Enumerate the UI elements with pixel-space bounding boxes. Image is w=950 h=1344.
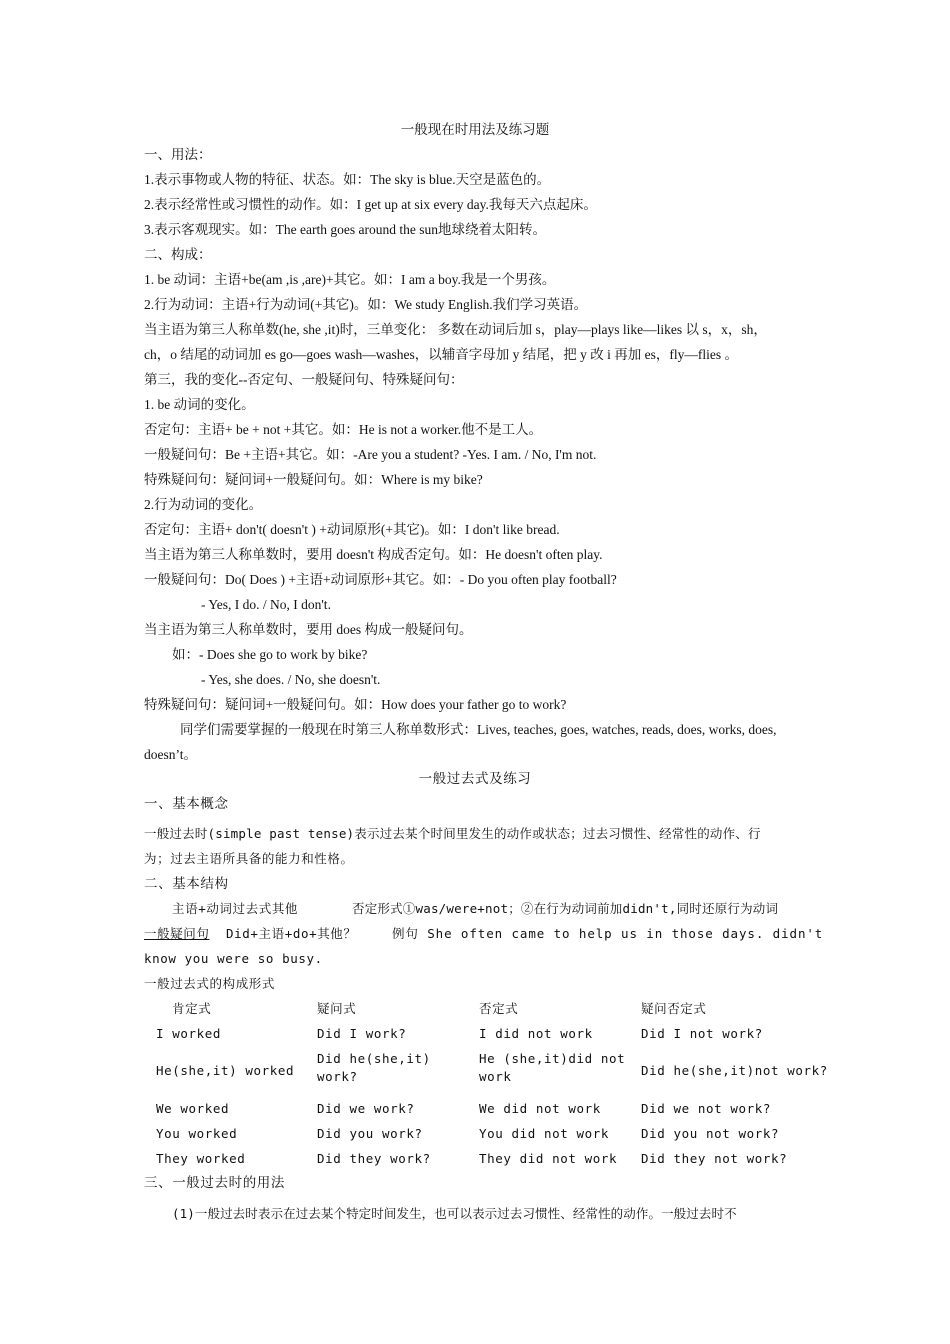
text-line: 2.行为动词的变化。 xyxy=(144,497,263,512)
text-line: 1.表示事物或人物的特征、状态。如：The sky is blue.天空是蓝色的。 xyxy=(144,172,551,187)
heading-forms: 一般过去式的构成形式 xyxy=(144,976,276,991)
text-line: ch，o 结尾的动词加 es go—goes wash—washes，以辅音字母加 y 结尾，把 y 改 i 再加 es，fly—flies 。 xyxy=(144,347,738,362)
text-line: 一般疑问句：Do( Does ) +主语+动词原形+其它。如：- Do you often play football? xyxy=(144,572,617,587)
text-line: - Yes, I do. / No, I don't. xyxy=(201,597,331,612)
text-line: know you were so busy. xyxy=(144,951,323,966)
text-line: - Yes, she does. / No, she doesn't. xyxy=(201,672,381,687)
text-line: 一般过去时(simple past tense)表示过去某个时间里发生的动作或状态；过去习惯性、经常性的动作、行 xyxy=(144,826,761,841)
text-line: 否定形式①was/were+not；②在行为动词前加didn't,同时还原行为动词 xyxy=(352,901,779,916)
text-line: 一般疑问句：Be +主语+其它。如：-Are you a student? -Yes. I am. / No, I'm not. xyxy=(144,447,597,462)
text-line: 3.表示客观现实。如：The earth goes around the sun地球绕着太阳转。 xyxy=(144,222,546,237)
table-header: 疑问否定式 xyxy=(641,1001,707,1016)
table-cell: They did not work xyxy=(479,1151,618,1166)
heading-concept: 一、基本概念 xyxy=(144,796,229,812)
table-cell: Did he(she,it) work? xyxy=(317,1051,431,1084)
text-line: 为；过去主语所具备的能力和性格。 xyxy=(144,851,354,866)
table-cell: Did we work? xyxy=(317,1101,415,1116)
table-cell: I did not work xyxy=(479,1026,593,1041)
table-header: 肯定式 xyxy=(172,1001,212,1016)
text-line: Did+主语+do+其他？ xyxy=(226,926,357,941)
heading-changes: 第三，我的变化--否定句、一般疑问句、特殊疑问句： xyxy=(144,372,464,387)
text-line: 例句 She often came to help us in those days. didn't xyxy=(392,926,824,941)
text-line: 特殊疑问句：疑问词+一般疑问句。如：How does your father go to work? xyxy=(144,697,567,712)
text-line: 否定句：主语+ be + not +其它。如：He is not a worker.他不是工人。 xyxy=(144,422,543,437)
table-cell: Did he(she,it)not work? xyxy=(641,1063,828,1078)
table-header: 疑问式 xyxy=(317,1001,357,1016)
table-cell: Did they work? xyxy=(317,1151,431,1166)
text-line: 1. be 动词：主语+be(am ,is ,are)+其它。如：I am a boy.我是一个男孩。 xyxy=(144,272,556,287)
text-line: 2.表示经常性或习惯性的动作。如：I get up at six every day.我每天六点起床。 xyxy=(144,197,597,212)
text-line: 1. be 动词的变化。 xyxy=(144,397,255,412)
heading-basic-structure: 二、基本结构 xyxy=(144,876,229,892)
table-cell: Did you work? xyxy=(317,1126,423,1141)
table-cell: You worked xyxy=(156,1126,238,1141)
table-cell: Did you not work? xyxy=(641,1126,780,1141)
page-title: 一般现在时用法及练习题 xyxy=(400,122,550,137)
text-line: 否定句：主语+ don't( doesn't ) +动词原形(+其它)。如：I don't like bread. xyxy=(144,522,560,537)
text-line: 当主语为第三人称单数时，要用 does 构成一般疑问句。 xyxy=(144,622,473,637)
table-cell: Did we not work? xyxy=(641,1101,772,1116)
table-cell: We worked xyxy=(156,1101,230,1116)
heading-structure: 二、构成： xyxy=(144,247,212,262)
text-line: (1)一般过去时表示在过去某个特定时间发生，也可以表示过去习惯性、经常性的动作。一般过去时不 xyxy=(172,1206,737,1221)
text-line: 当主语为第三人称单数时，要用 doesn't 构成否定句。如：He doesn't often play. xyxy=(144,547,603,562)
text-line: 一般疑问句 xyxy=(144,926,210,941)
table-cell: Did I not work? xyxy=(641,1026,763,1041)
heading-usage: 一、用法： xyxy=(144,147,212,162)
table-cell: He (she,it)did not work xyxy=(479,1051,626,1084)
text-line: 2.行为动词：主语+行为动词(+其它)。如：We study English.我们学习英语。 xyxy=(144,297,588,312)
text-line: 当主语为第三人称单数(he, she ,it)时，三单变化： 多数在动词后加 s，play—plays like—likes 以 s，x，sh， xyxy=(144,322,767,337)
table-cell: He(she,it) worked xyxy=(156,1063,295,1078)
text-line: 同学们需要掌握的一般现在时第三人称单数形式：Lives, teaches, goes, watches, reads, does, works, does, xyxy=(180,722,777,737)
table-cell: They worked xyxy=(156,1151,246,1166)
table-cell: I worked xyxy=(156,1026,222,1041)
table-cell: We did not work xyxy=(479,1101,601,1116)
text-line: 特殊疑问句：疑问词+一般疑问句。如：Where is my bike? xyxy=(144,472,483,487)
heading-past-usage: 三、一般过去时的用法 xyxy=(144,1175,285,1191)
table-header: 否定式 xyxy=(479,1001,519,1016)
text-line: 如：- Does she go to work by bike? xyxy=(172,647,368,662)
text-line: 主语+动词过去式其他 xyxy=(172,901,299,916)
table-cell: Did they not work? xyxy=(641,1151,788,1166)
text-line: doesn’t。 xyxy=(144,747,197,762)
section-title: 一般过去式及练习 xyxy=(418,771,532,787)
table-cell: You did not work xyxy=(479,1126,610,1141)
table-cell: Did I work? xyxy=(317,1026,407,1041)
